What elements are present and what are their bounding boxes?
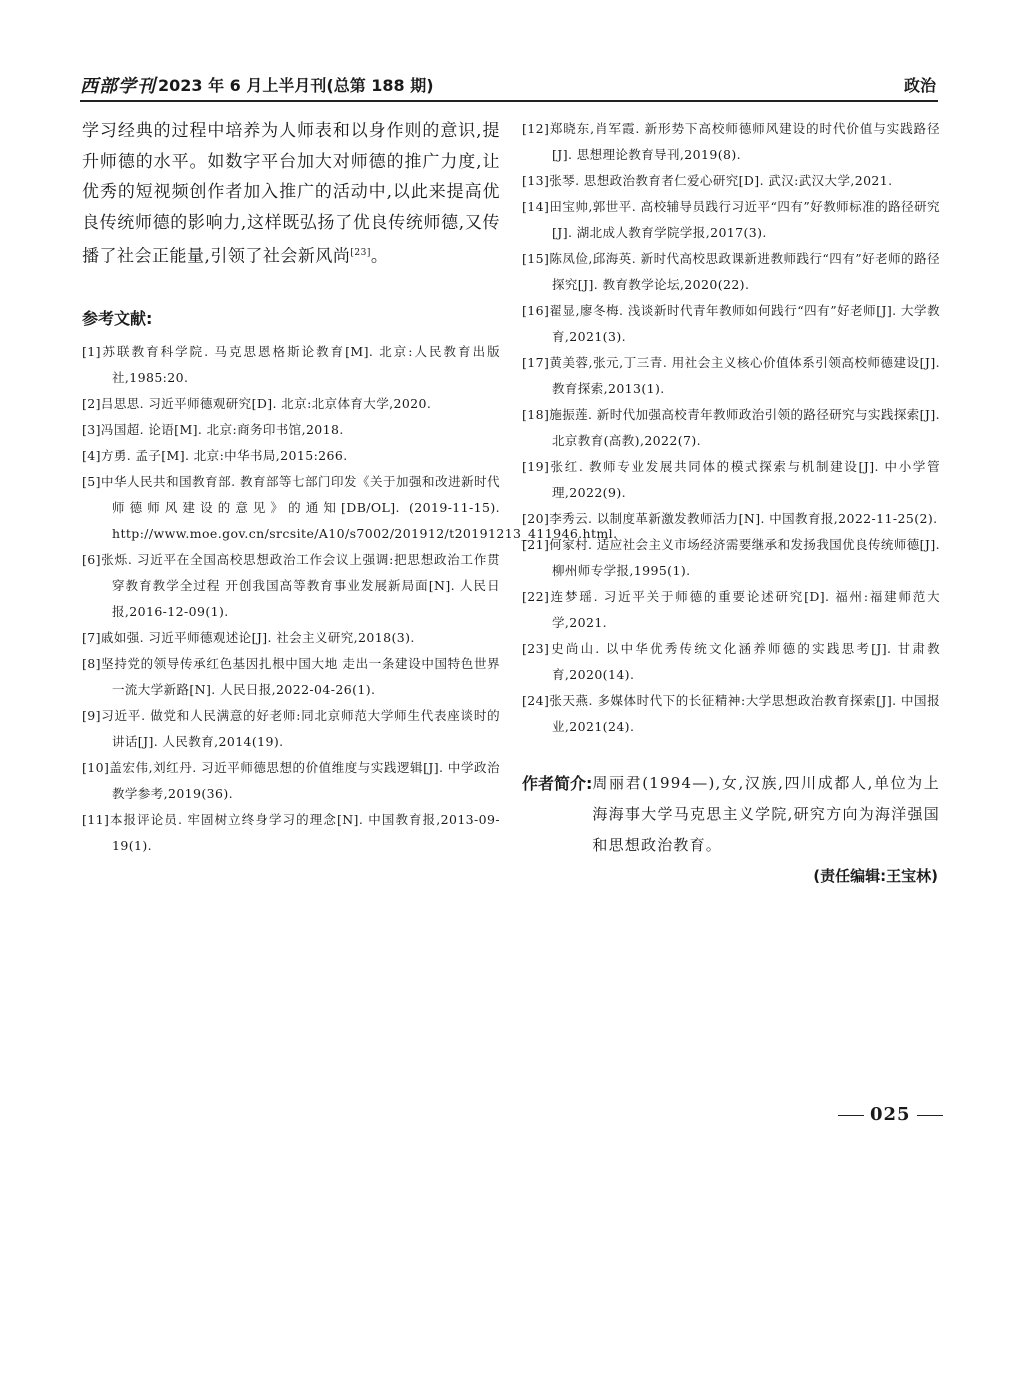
reference-item: [82, 417, 500, 443]
section-label: 政治: [903, 76, 936, 95]
author-bio-label: 作者简介:: [522, 774, 593, 793]
reference-item: [82, 807, 500, 859]
reference-number: [3]: [82, 422, 101, 438]
reference-item: [82, 755, 500, 807]
reference-number: [18]: [522, 407, 550, 422]
reference-text: 苏联教育科学院. 马克思恩格斯论教育[M]. 北京:人民教育出版社,1985:20.: [100, 344, 500, 386]
reference-item: [82, 651, 500, 703]
reference-number: [7]: [82, 630, 101, 646]
reference-number: [21]: [522, 537, 550, 552]
reference-number: [6]: [82, 552, 101, 568]
reference-text: 黄美蓉,张元,丁三青. 用社会主义核心价值体系引领高校师德建设[J]. 教育探索,2013(1).: [549, 355, 940, 396]
reference-text: 冯国超. 论语[M]. 北京:商务印书馆,2018.: [100, 422, 344, 438]
references-title: 参考文献:: [82, 309, 153, 329]
reference-item: [522, 506, 940, 532]
reference-number: [19]: [522, 459, 550, 474]
reference-item: [522, 298, 940, 350]
reference-item: [82, 391, 500, 417]
reference-number: [4]: [82, 448, 101, 464]
citation-marker[interactable]: [23]: [350, 248, 371, 258]
author-bio-row: [522, 768, 940, 861]
reference-text: 本报评论员. 牢固树立终身学习的理念[N]. 中国教育报,2013-09-19(1).: [109, 812, 500, 854]
journal-logo: 西部学刊: [80, 76, 156, 97]
reference-item: [522, 350, 940, 402]
reference-number: [15]: [522, 251, 550, 266]
reference-item: [82, 443, 500, 469]
reference-text: 田宝帅,郭世平. 高校辅导员践行习近平“四有”好教师标准的路径研究[J]. 湖北成人教育学院学报,2017(3).: [549, 199, 940, 240]
author-bio-text: 周丽君(1994—),女,汉族,四川成都人,单位为上海海事大学马克思主义学院,研究方向为海洋强国和思想政治教育。: [592, 774, 940, 854]
reference-number: [8]: [82, 656, 101, 672]
reference-list-right: [522, 116, 940, 740]
reference-item: [522, 532, 940, 584]
reference-text: 坚持党的领导传承红色基因扎根中国大地 走出一条建设中国特色世界一流大学新路[N]. 人民日报,2022-04-26(1).: [100, 656, 500, 698]
right-column: [522, 116, 940, 891]
reference-number: [9]: [82, 708, 101, 724]
reference-number: [22]: [522, 589, 550, 604]
reference-text: 翟显,廖冬梅. 浅谈新时代青年教师如何践行“四有”好老师[J]. 大学教育,2021(3).: [549, 303, 940, 344]
reference-number: [12]: [522, 121, 550, 136]
reference-text: 李秀云. 以制度革新激发教师活力[N]. 中国教育报,2022-11-25(2).: [549, 511, 938, 526]
reference-number: [24]: [522, 693, 550, 708]
author-bio: [522, 768, 940, 891]
reference-number: [5]: [82, 474, 101, 490]
body-paragraph-ending: 。: [370, 246, 389, 267]
editor-credit: (责任编辑:王宝林): [813, 867, 938, 885]
reference-item: [522, 636, 940, 688]
reference-text: 中华人民共和国教育部. 教育部等七部门印发《关于加强和改进新时代师德师风建设的意见》的通知[DB/OL]. (2019-11-15). http://www.moe.gov.cn/srcsite/A10/s7002/201912/t20191213_411946.html.: [100, 474, 618, 542]
reference-item: [522, 402, 940, 454]
reference-item: [82, 703, 500, 755]
reference-item: [522, 584, 940, 636]
reference-text: 盖宏伟,刘红丹. 习近平师德思想的价值维度与实践逻辑[J]. 中学政治教学参考,2019(36).: [109, 760, 500, 802]
reference-number: [11]: [82, 812, 110, 828]
reference-item: [82, 625, 500, 651]
page-number-dash-right: [917, 1115, 943, 1116]
reference-item: [522, 168, 940, 194]
reference-text: 吕思思. 习近平师德观研究[D]. 北京:北京体育大学,2020.: [100, 396, 432, 412]
reference-item: [522, 116, 940, 168]
reference-text: 连梦瑶. 习近平关于师德的重要论述研究[D]. 福州:福建师范大学,2021.: [549, 589, 940, 630]
reference-text: 史尚山. 以中华优秀传统文化涵养师德的实践思考[J]. 甘肃教育,2020(14).: [549, 641, 940, 682]
reference-item: [82, 547, 500, 625]
issue-info: 2023 年 6 月上半月刊(总第 188 期): [158, 76, 434, 95]
body-paragraph-text: 学习经典的过程中培养为人师表和以身作则的意识,提升师德的水平。如数字平台加大对师德的推广力度,让优秀的短视频创作者加入推广的活动中,以此来提高优良传统师德的影响力,这样既弘扬了优良传统师德,又传播了社会正能量,引领了社会新风尚: [82, 121, 500, 267]
reference-number: [23]: [522, 641, 550, 656]
reference-text: 张天燕. 多媒体时代下的长征精神:大学思想政治教育探索[J]. 中国报业,2021(24).: [549, 693, 940, 734]
page-number: 025: [870, 1104, 911, 1125]
reference-number: [14]: [522, 199, 550, 214]
reference-text: 张烁. 习近平在全国高校思想政治工作会议上强调:把思想政治工作贯穿教育教学全过程 开创我国高等教育事业发展新局面[N]. 人民日报,2016-12-09(1).: [100, 552, 500, 620]
reference-text: 张红. 教师专业发展共同体的模式探索与机制建设[J]. 中小学管理,2022(9).: [549, 459, 940, 500]
page-number-block: [832, 1104, 949, 1125]
reference-number: [2]: [82, 396, 101, 412]
body-paragraph: [82, 116, 500, 272]
reference-text: 何家村. 适应社会主义市场经济需要继承和发扬我国优良传统师德[J]. 柳州师专学报,1995(1).: [549, 537, 940, 578]
reference-text: 郑晓东,肖军霞. 新形势下高校师德师风建设的时代价值与实践路径[J]. 思想理论教育导刊,2019(8).: [549, 121, 940, 162]
reference-item: [522, 194, 940, 246]
reference-number: [16]: [522, 303, 550, 318]
reference-item: [82, 339, 500, 391]
reference-item: [522, 454, 940, 506]
reference-item: [82, 469, 618, 547]
reference-number: [17]: [522, 355, 550, 370]
reference-text: 习近平. 做党和人民满意的好老师:同北京师范大学师生代表座谈时的讲话[J]. 人民教育,2014(19).: [100, 708, 500, 750]
reference-text: 方勇. 孟子[M]. 北京:中华书局,2015:266.: [100, 448, 348, 464]
reference-text: 戚如强. 习近平师德观述论[J]. 社会主义研究,2018(3).: [100, 630, 415, 646]
page-number-dash-left: [838, 1115, 864, 1116]
reference-item: [522, 246, 940, 298]
reference-number: [13]: [522, 173, 550, 188]
reference-text: 张琴. 思想政治教育者仁爱心研究[D]. 武汉:武汉大学,2021.: [549, 173, 893, 188]
reference-text: 陈凤俭,邱海英. 新时代高校思政课新进教师践行“四有”好老师的路径探究[J]. 教育教学论坛,2020(22).: [549, 251, 940, 292]
page-header: [80, 70, 938, 102]
reference-text: 施振莲. 新时代加强高校青年教师政治引领的路径研究与实践探索[J]. 北京教育(高教),2022(7).: [549, 407, 940, 448]
reference-item: [522, 688, 940, 740]
reference-number: [10]: [82, 760, 110, 776]
reference-number: [1]: [82, 344, 101, 360]
reference-number: [20]: [522, 511, 550, 526]
